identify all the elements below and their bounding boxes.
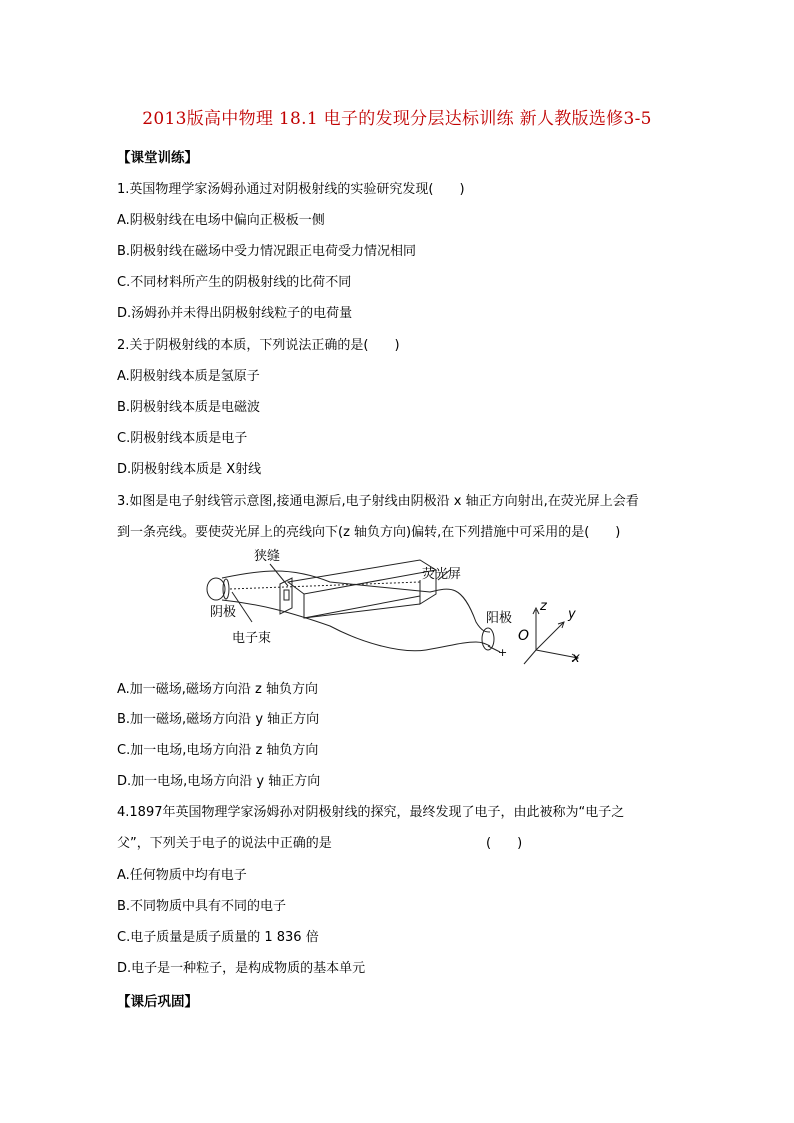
question-2-option-c: C.阴极射线本质是电子 [117, 431, 248, 446]
figure-label-cathode: 阴极 [210, 605, 237, 620]
question-1-option-b: B.阴极射线在磁场中受力情况跟正电荷受力情况相同 [117, 244, 417, 259]
section-heading-classroom: 【课堂训练】 [117, 150, 198, 166]
question-1-stem: 1.英国物理学家汤姆孙通过对阴极射线的实验研究发现( ) [117, 182, 465, 197]
document-title: 2013版高中物理 18.1 电子的发现分层达标训练 新人教版选修3-5 [142, 109, 652, 129]
cathode-bulb [207, 578, 225, 600]
axis-z-label: z [540, 599, 547, 614]
axis-y [536, 622, 564, 650]
question-3-option-c: C.加一电场,电场方向沿 z 轴负方向 [117, 743, 319, 758]
question-3-option-b: B.加一磁场,磁场方向沿 y 轴正方向 [117, 712, 320, 727]
electron-beam-tube-figure [200, 542, 600, 670]
figure-label-screen: 荧光屏 [422, 567, 462, 582]
figure-label-beam: 电子束 [232, 631, 272, 646]
question-1-option-c: C.不同材料所产生的阴极射线的比荷不同 [117, 275, 352, 290]
question-3-stem-line-1: 3.如图是电子射线管示意图,接通电源后,电子射线由阴极沿 x 轴正方向射出,在荧光屏上会看 [117, 494, 639, 509]
question-4-option-b: B.不同物质中具有不同的电子 [117, 899, 287, 914]
question-1-option-a: A.阴极射线在电场中偏向正极板一侧 [117, 213, 325, 228]
question-3-stem-line-2: 到一条亮线。要使荧光屏上的亮线向下(z 轴负方向)偏转,在下列措施中可采用的是( ) [117, 525, 621, 540]
question-4-stem-line-1: 4.1897年英国物理学家汤姆孙对阴极射线的探究，最终发现了电子，由此被称为“电子之 [117, 805, 625, 820]
question-3-option-a: A.加一磁场,磁场方向沿 z 轴负方向 [117, 682, 319, 697]
axis-x-label: x [572, 651, 580, 666]
question-2-option-a: A.阴极射线本质是氢原子 [117, 369, 260, 384]
question-2-stem: 2.关于阴极射线的本质，下列说法正确的是( ) [117, 338, 400, 353]
question-1-option-d: D.汤姆孙并未得出阴极射线粒子的电荷量 [117, 306, 353, 321]
question-2-option-d: D.阴极射线本质是 X射线 [117, 462, 262, 477]
question-4-option-d: D.电子是一种粒子，是构成物质的基本单元 [117, 961, 366, 976]
anode-bulb [482, 628, 494, 650]
axis-origin-label: O [518, 628, 530, 644]
question-4-option-c: C.电子质量是质子质量的 1 836 倍 [117, 930, 319, 945]
question-3-option-d: D.加一电场,电场方向沿 y 轴正方向 [117, 774, 321, 789]
anode-plus-sign: + [498, 646, 508, 659]
channel-box [288, 560, 436, 594]
figure-label-anode: 阳极 [486, 611, 513, 626]
question-4-stem-line-2: 父”，下列关于电子的说法中正确的是 [117, 836, 332, 851]
question-2-option-b: B.阴极射线本质是电磁波 [117, 400, 261, 415]
question-4-option-a: A.任何物质中均有电子 [117, 868, 247, 883]
axis-y-label: y [568, 607, 576, 622]
figure-label-slit: 狭缝 [254, 549, 281, 564]
section-heading-after-class: 【课后巩固】 [117, 994, 198, 1010]
question-4-answer-bracket: ( ) [486, 836, 523, 851]
